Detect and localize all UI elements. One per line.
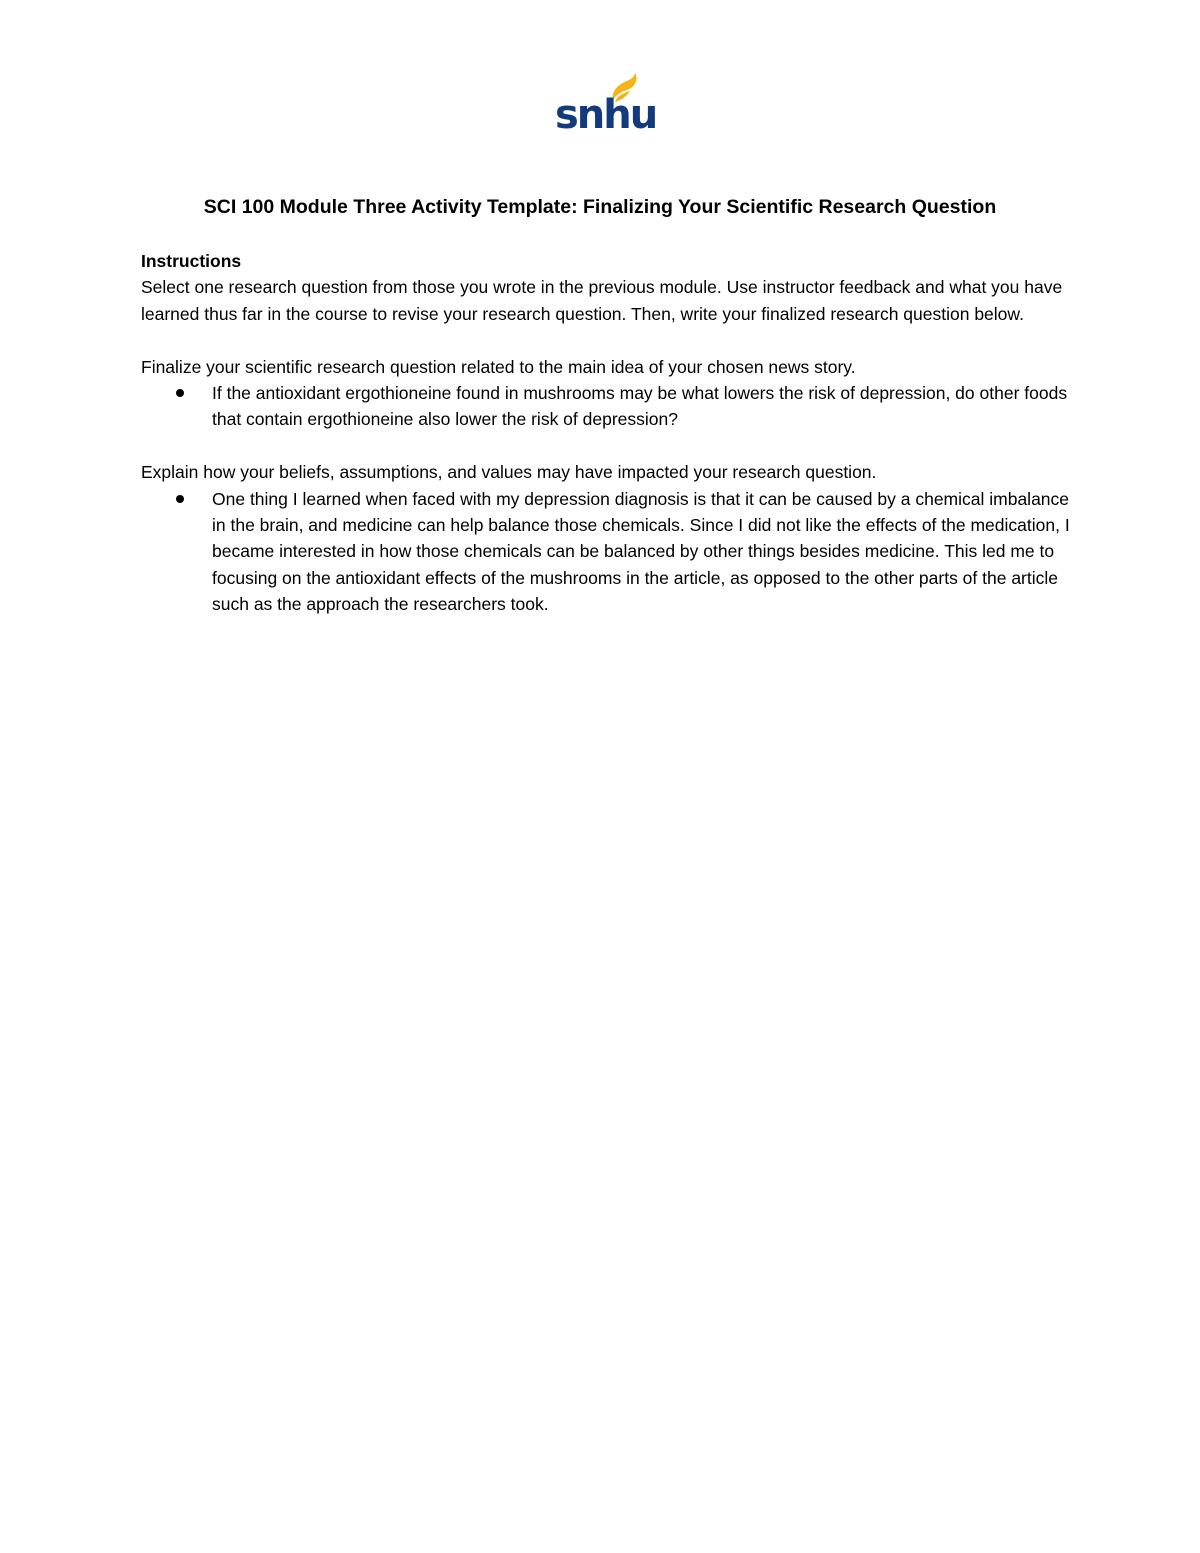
research-question-prompt: Finalize your scientific research question related to the main idea of your chosen news story. xyxy=(141,356,856,377)
logo-text: snhu xyxy=(555,92,657,138)
paragraph-spacer xyxy=(141,433,1071,459)
list-item xyxy=(141,380,1071,433)
flame-icon xyxy=(553,72,657,138)
document-title: SCI 100 Module Three Activity Template: Finalizing Your Scientific Research Question xyxy=(203,196,997,218)
snhu-logo xyxy=(553,72,657,138)
beliefs-list xyxy=(141,486,1071,618)
beliefs-prompt: Explain how your beliefs, assumptions, and values may have impacted your research question. xyxy=(141,462,877,483)
bullet-icon xyxy=(176,389,184,397)
paragraph-spacer xyxy=(141,327,1071,353)
bullet-icon xyxy=(176,495,184,503)
instructions-text: Select one research question from those you wrote in the previous module. Use instructor feedback and what you have learned thus far in the course to revise your research question. Then, write your finalized research question below. xyxy=(141,277,1063,324)
research-question-answer: If the antioxidant ergothioneine found in mushrooms may be what lowers the risk of depression, do other foods that contain ergothioneine also lower the risk of depression? xyxy=(212,383,1068,430)
instructions-heading: Instructions xyxy=(141,251,242,271)
research-question-list xyxy=(141,380,1071,433)
list-item xyxy=(141,486,1071,618)
document-body xyxy=(141,248,1071,618)
beliefs-answer: One thing I learned when faced with my depression diagnosis is that it can be caused by a chemical imbalance in the brain, and medicine can help balance those chemicals. Since I did not like the effects of the medication, I became interested in how those chemicals can be balanced by other things besides medicine. This led me to focusing on the antioxidant effects of the mushrooms in the article, as opposed to the other parts of the article such as the approach the researchers took. xyxy=(212,488,1070,615)
